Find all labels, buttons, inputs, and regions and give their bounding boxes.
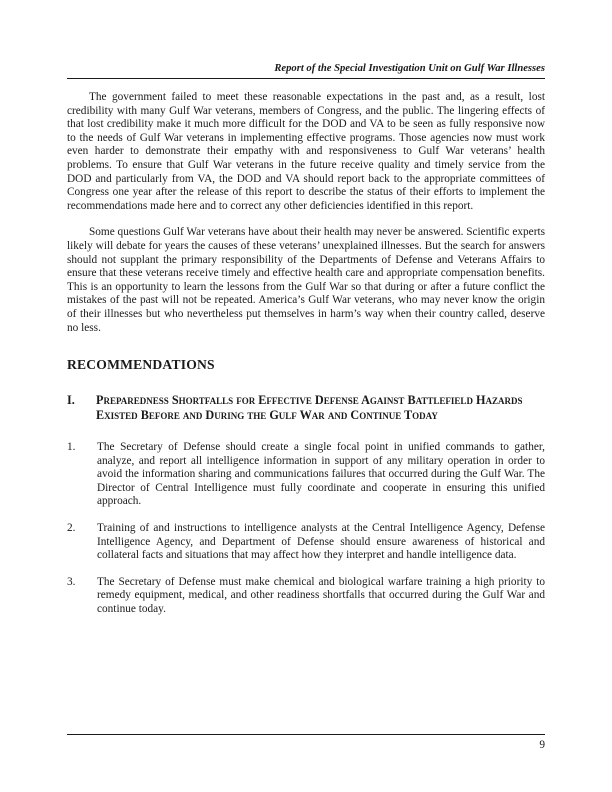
recommendation-item-text: Training of and instructions to intelligence analysts at the Central Intelligence Agency, Defense Intelligence Agency, and Department of Defense should ensure awareness of historical and collateral facts and situations that may affect how they interpret and handle intelligence data. (97, 522, 545, 562)
page-footer (67, 734, 545, 752)
footer-rule (67, 734, 545, 735)
recommendations-heading: RECOMMENDATIONS (67, 357, 215, 373)
paragraph-1: The government failed to meet these reasonable expectations in the past and, as a result, lost credibility with many Gulf War veterans, members of Congress, and the public. The lingering effects of that lost credibility make it much more difficult for the DOD and VA to be seen as fully responsive now to the needs of Gulf War veterans in implementing effective programs. Those agencies now must work even harder to demonstrate their empathy with and responsiveness to Gulf War veterans’ health problems. To ensure that Gulf War veterans in the future receive quality and timely service from the DOD and particularly from VA, the DOD and VA should report back to the appropriate committees of Congress one year after the release of this report to describe the status of their efforts to implement the recommendations made here and to correct any other deficiencies identified in this report. (67, 91, 545, 212)
recommendation-item-number: 3. (67, 575, 76, 588)
section-title: Preparedness Shortfalls for Effective Defense Against Battlefield Hazards Existed Before and During the Gulf War and Continue Today (96, 393, 523, 423)
recommendation-item-text: The Secretary of Defense should create a single focal point in unified commands to gather, analyze, and report all intelligence information in support of any military operation in order to avoid the information sharing and communications failures that occurred during the Gulf War. The Director of Central Intelligence must fully coordinate and cooperate in ensuring this unified approach. (97, 441, 545, 508)
header-rule (67, 78, 545, 79)
section-number: I. (67, 393, 75, 408)
paragraph-2: Some questions Gulf War veterans have about their health may never be answered. Scientific experts likely will debate for years the causes of these veterans’ unexplained illnesses. But the search for answers should not supplant the primary responsibility of the Departments of Defense and Veterans Affairs to ensure that these veterans receive timely and effective health care and appropriate compensation benefits. This is an opportunity to learn the lessons from the Gulf War so that during or after a future conflict the mistakes of the past will not be repeated. America’s Gulf War veterans, who may never know the origin of their illnesses but who nevertheless put themselves in harm’s way when their country called, deserve no less. (67, 226, 545, 334)
recommendation-item-number: 2. (67, 522, 76, 535)
recommendation-item-text: The Secretary of Defense must make chemical and biological warfare training a high priority to remedy equipment, medical, and other readiness shortfalls that occurred during the Gulf War and continue today. (97, 575, 545, 616)
recommendation-item (67, 441, 545, 509)
running-header-title: Report of the Special Investigation Unit on Gulf War Illnesses (274, 63, 545, 74)
recommendation-item (67, 576, 545, 617)
section-heading (67, 393, 545, 423)
recommendation-item-number: 1. (67, 441, 76, 454)
recommendation-item (67, 522, 545, 563)
page-number: 9 (539, 739, 545, 751)
running-header (67, 62, 545, 79)
